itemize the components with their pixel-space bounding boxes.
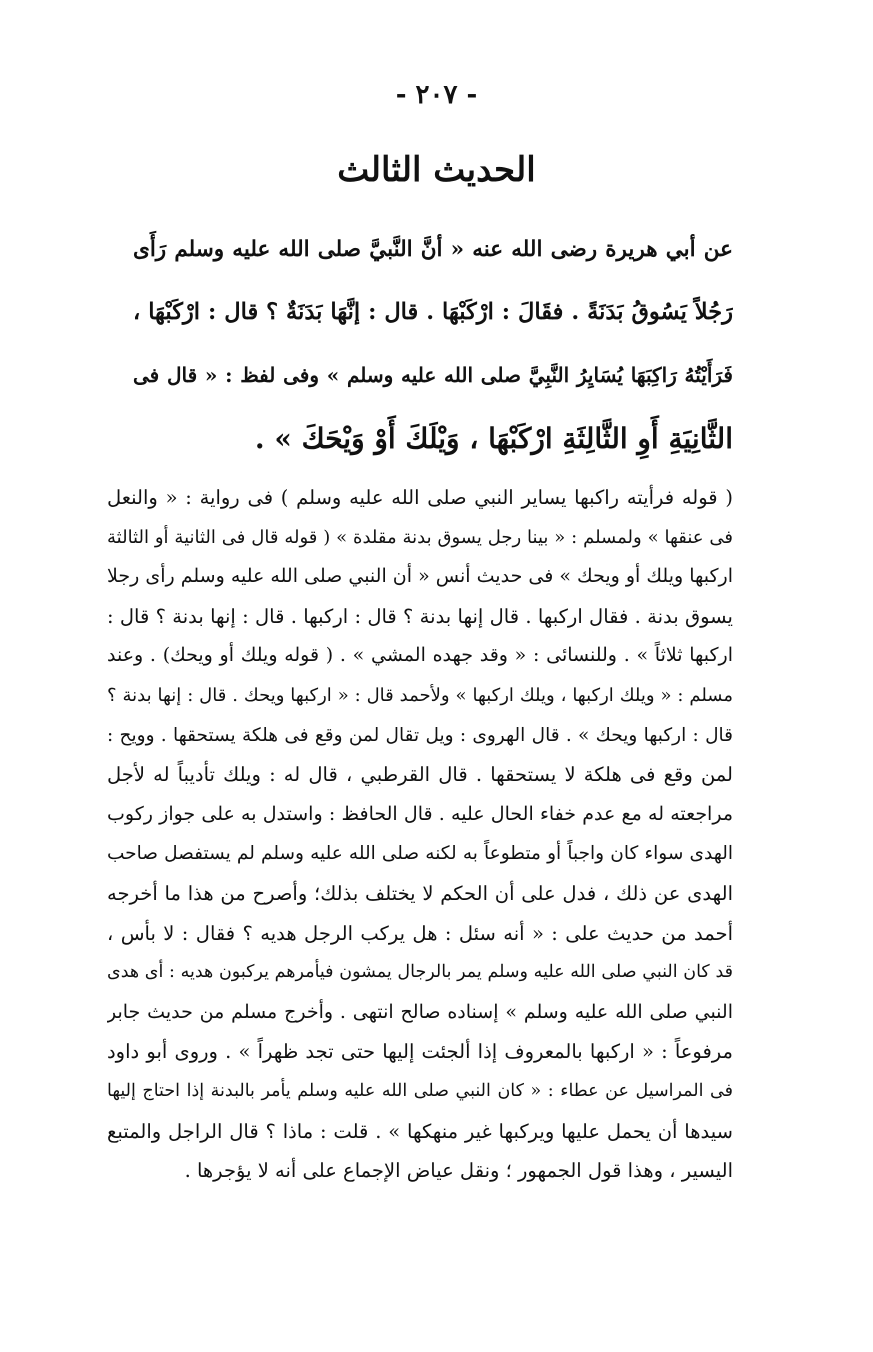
commentary-line: مرفوعاً : « اركبها بالمعروف إذا ألجئت إليها حتى تجد ظهراً » . وروى أبو داود xyxy=(107,1040,733,1064)
commentary-line: فى المراسيل عن عطاء : « كان النبي صلى الله عليه وسلم يأمر بالبدنة إذا احتاج إليها xyxy=(107,1080,733,1101)
commentary-line: الهدى سواء كان واجباً أو متطوعاً به لكنه صلى الله عليه وسلم لم يستفصل صاحب xyxy=(107,843,733,865)
hadith-line: الثَّانِيَةِ أَوِ الثَّالِثَةِ ارْكَبْهَا ، وَيْلَكَ أَوْ وَيْحَكَ » . xyxy=(254,422,733,455)
commentary-line: النبي صلى الله عليه وسلم » إسناده صالح انتهى . وأخرج مسلم من حديث جابر xyxy=(107,1000,733,1023)
commentary-line: الهدى عن ذلك ، فدل على أن الحكم لا يختلف بذلك؛ وأصرح من هذا ما أخرجه xyxy=(107,881,733,905)
hadith-line: فَرَأَيْتُهُ رَاكِبَهَا يُسَايِرُ النَّبِيَّ صلى الله عليه وسلم » وفى لفظ : « قال فى xyxy=(133,363,733,387)
commentary-line: سيدها أن يحمل عليها ويركبها غير منهكها » . قلت : ماذا ؟ قال الراجل والمتبع xyxy=(107,1119,733,1143)
hadith-line: عن أبي هريرة رضى الله عنه « أنَّ النَّبيَّ صلى الله عليه وسلم رَأَى xyxy=(133,237,733,262)
commentary-line: قد كان النبي صلى الله عليه وسلم يمر بالرجال يمشون فيأمرهم يركبون هديه : أى هدى xyxy=(107,962,733,983)
hadith-line: رَجُلاً يَسُوقُ بَدَنَةً . فقَالَ : ارْكَبْهَا . قال : إنَّهَا بَدَنَةٌ ؟ قال : ارْكَبْهَا ، xyxy=(133,299,733,325)
commentary-line: اركبها ويلك أو ويحك » فى حديث أنس « أن النبي صلى الله عليه وسلم رأى رجلا xyxy=(107,565,733,588)
commentary-line: أحمد من حديث على : « أنه سئل : هل يركب الرجل هديه ؟ فقال : لا بأس ، xyxy=(107,921,733,945)
commentary-line: فى عنقها » ولمسلم : « بينا رجل يسوق بدنة مقلدة » ( قوله قال فى الثانية أو الثالثة xyxy=(107,526,733,548)
commentary-line: ( قوله فرأيته راكبها يساير النبي صلى الله عليه وسلم ) فى رواية : « والنعل xyxy=(107,486,733,509)
chapter-title: الحديث الثالث xyxy=(337,150,536,190)
commentary-line: اركبها ثلاثاً » . وللنسائى : « وقد جهده المشي » . ( قوله ويلك أو ويحك) . وعند xyxy=(107,644,733,667)
hadith-text xyxy=(133,218,733,470)
commentary-line: يسوق بدنة . فقال اركبها . قال إنها بدنة ؟ قال : اركبها . قال : إنها بدنة ؟ قال : xyxy=(107,604,733,628)
commentary-line: مراجعته له مع عدم خفاء الحال عليه . قال الحافظ : واستدل به على جواز ركوب xyxy=(107,802,733,825)
commentary-line: قال : اركبها ويحك » . قال الهروى : ويل تقال لمن وقع فى هلكة يستحقها . وويح : xyxy=(107,724,733,746)
commentary-line: لمن وقع فى هلكة لا يستحقها . قال القرطبي ، قال له : ويلك تأديباً له لأجل xyxy=(107,763,733,787)
commentary-text xyxy=(107,478,733,1191)
page-number: - ٢٠٧ - xyxy=(395,80,478,110)
commentary-line: مسلم : « ويلك اركبها ، ويلك اركبها » ولأحمد قال : « اركبها ويحك . قال : إنها بدنة ؟ xyxy=(107,684,733,706)
commentary-line: اليسير ، وهذا قول الجمهور ؛ ونقل عياض الإجماع على أنه لا يؤجرها . xyxy=(184,1159,733,1183)
